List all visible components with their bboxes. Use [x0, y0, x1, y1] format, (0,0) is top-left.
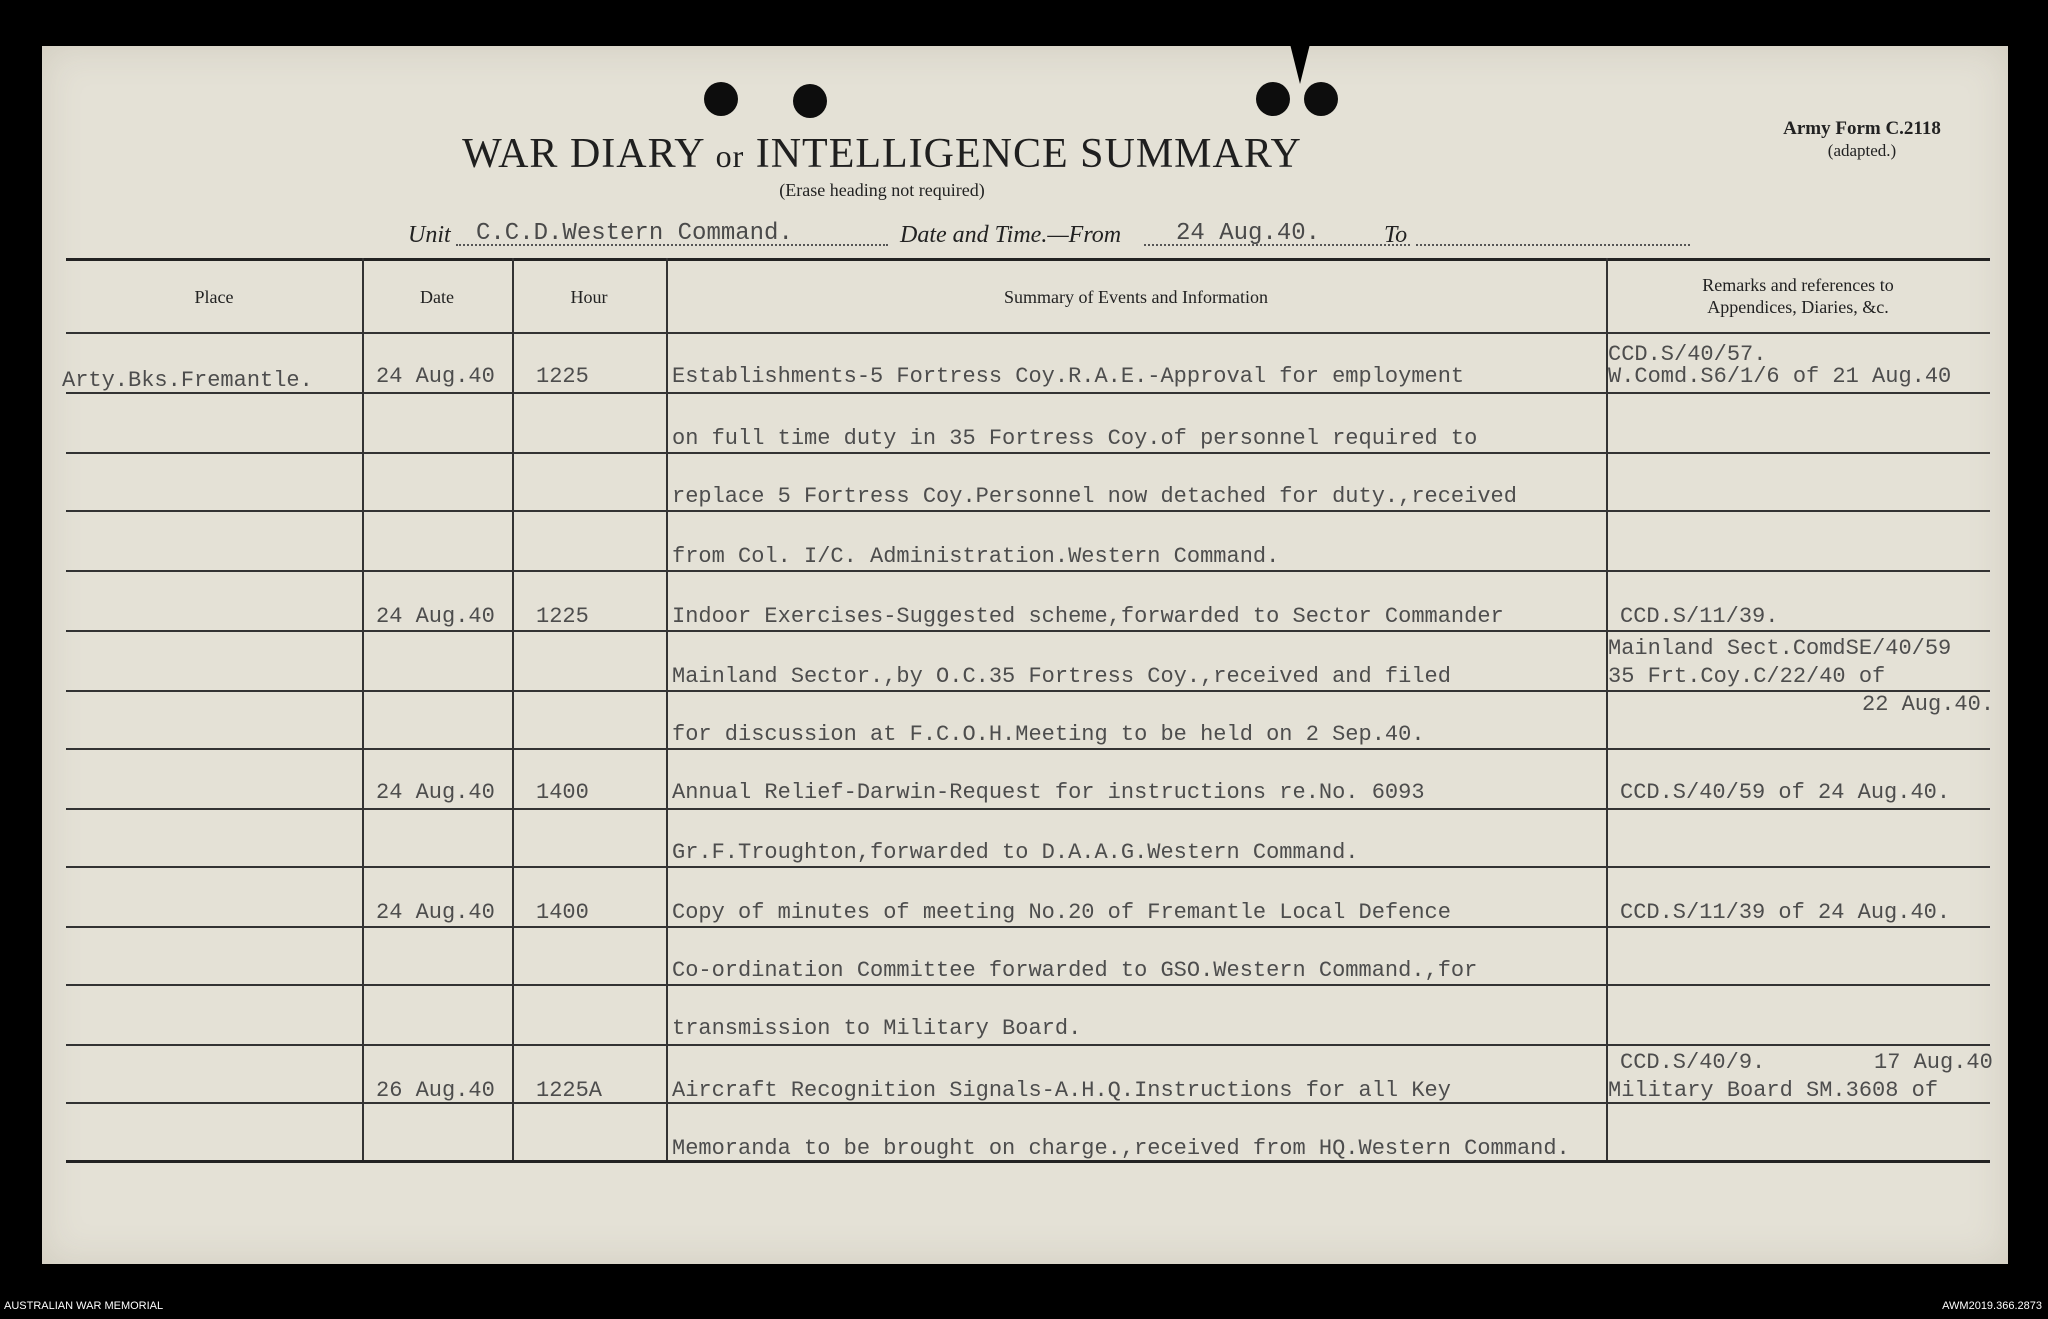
entry-hour: 1400 [536, 780, 589, 805]
punch-hole [1256, 82, 1290, 116]
footer-institution: AUSTRALIAN WAR MEMORIAL [4, 1300, 164, 1312]
to-dotted-line [1416, 244, 1690, 246]
entry-summary-line: for discussion at F.C.O.H.Meeting to be held on 2 Sep.40. [672, 722, 1425, 747]
punch-hole [793, 84, 827, 118]
entry-hour: 1400 [536, 900, 589, 925]
ruled-line [66, 510, 1990, 512]
entry-summary-line: Gr.F.Troughton,forwarded to D.A.A.G.Western Command. [672, 840, 1359, 865]
entry-date: 26 Aug.40 [376, 1078, 495, 1103]
ruled-line [66, 452, 1990, 454]
ruled-line [66, 748, 1990, 750]
ruled-line [66, 630, 1990, 632]
date-value: 24 Aug.40. [1176, 220, 1321, 247]
army-form-label [1742, 118, 1982, 162]
col-header-summary: Summary of Events and Information [1004, 287, 1268, 307]
entry-remarks-line: W.Comd.S6/1/6 of 21 Aug.40 [1608, 364, 1952, 389]
title-intelligence-summary: INTELLIGENCE SUMMARY [755, 131, 1302, 177]
col-header-place: Place [194, 287, 234, 307]
entry-remarks-line: CCD.S/40/59 of 24 Aug.40. [1620, 780, 1951, 805]
entry-remarks-line: CCD.S/40/9. [1620, 1050, 1766, 1075]
entry-date: 24 Aug.40 [376, 604, 495, 629]
punch-hole [1304, 82, 1338, 116]
entry-summary-line: replace 5 Fortress Coy.Personnel now detached for duty.,received [672, 484, 1517, 509]
entry-remarks-line: CCD.S/11/39 of 24 Aug.40. [1620, 900, 1951, 925]
footer-accession-number: AWM2019.366.2873 [1942, 1300, 2042, 1312]
col-header-remarks [1606, 274, 1990, 318]
war-diary-sheet [42, 46, 2008, 1264]
army-form-number: Army Form C.2118 [1783, 118, 1941, 139]
entry-remarks-line: CCD.S/11/39. [1620, 604, 1779, 629]
col-header-hour: Hour [570, 287, 608, 307]
remarks-header-line: Remarks and references to [1702, 275, 1894, 295]
entry-remarks-line: 35 Frt.Coy.C/22/40 of [1608, 664, 1886, 689]
entry-summary-line: Aircraft Recognition Signals-A.H.Q.Instructions for all Key [672, 1078, 1451, 1103]
col-header-date: Date [420, 287, 454, 307]
unit-label: Unit [408, 222, 451, 248]
entry-date: 24 Aug.40 [376, 900, 495, 925]
entry-summary-line: Indoor Exercises-Suggested scheme,forwarded to Sector Commander [672, 604, 1504, 629]
form-title [42, 130, 1722, 178]
entry-summary-line: Annual Relief-Darwin-Request for instructions re.No. 6093 [672, 780, 1425, 805]
title-or: or [715, 138, 745, 174]
ruled-line [66, 392, 1990, 394]
entry-hour: 1225A [536, 1078, 603, 1103]
remarks-header-line: Appendices, Diaries, &c. [1707, 297, 1889, 317]
army-form-adapted: (adapted.) [1827, 141, 1897, 160]
entry-hour: 1225 [536, 364, 589, 389]
date-label: Date and Time.—From [900, 222, 1122, 248]
entry-place: Arty.Bks.Fremantle. [62, 368, 313, 393]
entry-remarks-line: Military Board SM.3608 of [1608, 1078, 1939, 1103]
entry-remarks-line: 22 Aug.40. [1862, 692, 1995, 717]
ruled-line [66, 866, 1990, 868]
ruled-line [66, 984, 1990, 986]
to-label: To [1384, 222, 1408, 248]
punch-hole [704, 82, 738, 116]
entry-summary-line: transmission to Military Board. [672, 1016, 1082, 1041]
paper-notch [1290, 44, 1310, 84]
entry-remarks-line: CCD.S/40/57. [1608, 342, 1767, 367]
entry-summary-line: Mainland Sector.,by O.C.35 Fortress Coy.,received and filed [672, 664, 1451, 689]
header-bottom-rule [66, 332, 1990, 334]
date-dotted-line [1144, 244, 1410, 246]
entry-summary-line: Memoranda to be brought on charge.,received from HQ.Western Command. [672, 1136, 1570, 1161]
ruled-line [66, 926, 1990, 928]
entry-hour: 1225 [536, 604, 589, 629]
entry-summary-line: on full time duty in 35 Fortress Coy.of personnel required to [672, 426, 1478, 451]
ruled-line [66, 690, 1990, 692]
ruled-line [66, 570, 1990, 572]
ruled-line [66, 808, 1990, 810]
unit-dotted-line [456, 244, 888, 246]
ruled-line [66, 1044, 1990, 1046]
table-top-rule [66, 258, 1990, 261]
title-war-diary: WAR DIARY [462, 131, 705, 177]
unit-value: C.C.D.Western Command. [476, 220, 793, 247]
entry-date: 24 Aug.40 [376, 364, 495, 389]
entry-summary-line: from Col. I/C. Administration.Western Command. [672, 544, 1280, 569]
entry-summary-line: Establishments-5 Fortress Coy.R.A.E.-Approval for employment [672, 364, 1465, 389]
entry-summary-line: Copy of minutes of meeting No.20 of Fremantle Local Defence [672, 900, 1451, 925]
entry-summary-line: Co-ordination Committee forwarded to GSO.Western Command.,for [672, 958, 1478, 983]
entry-remarks-line: Mainland Sect.ComdSE/40/59 [1608, 636, 1952, 661]
entry-date: 24 Aug.40 [376, 780, 495, 805]
entry-remarks-line: 17 Aug.40 [1874, 1050, 1993, 1075]
form-subtitle: (Erase heading not required) [779, 180, 985, 200]
